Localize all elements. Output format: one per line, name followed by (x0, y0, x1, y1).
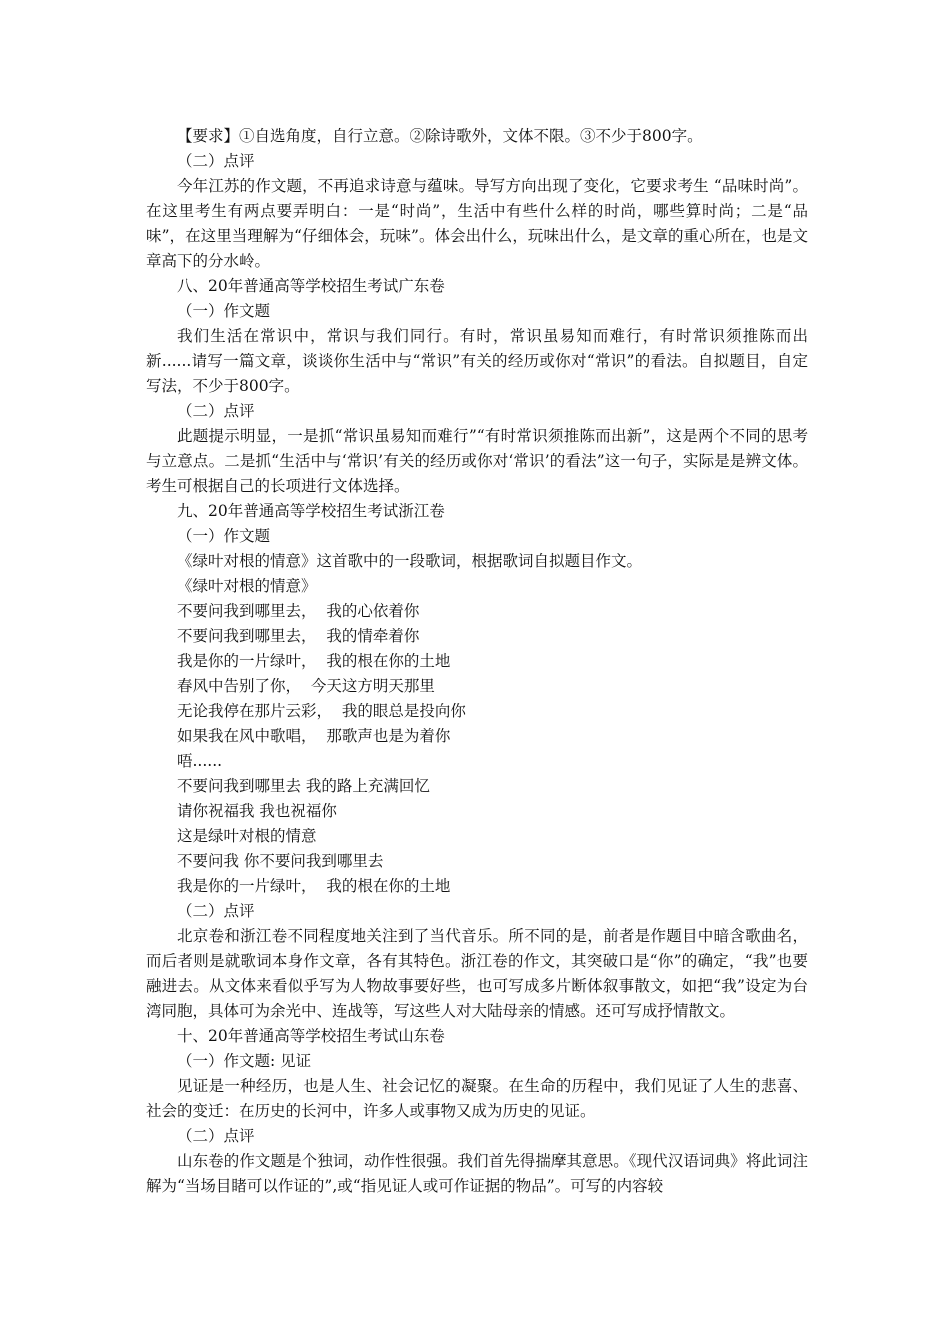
lyric-line: 不要问我到哪里去， 我的心依着你 (177, 602, 420, 620)
lyric-line: 我是你的一片绿叶， 我的根在你的土地 (177, 652, 451, 670)
lyric-intro: 《绿叶对根的情意》这首歌中的一段歌词，根据歌词自拟题目作文。 (177, 552, 643, 570)
lyric-line: 春风中告别了你， 今天这方明天那里 (177, 677, 435, 695)
subheading-comment: （二）点评 (177, 152, 255, 170)
section-heading: 九、20年普通高等学校招生考试浙江卷 (177, 502, 445, 520)
lyric-line: 我是你的一片绿叶， 我的根在你的土地 (177, 877, 451, 895)
lyric-line: 不要问我 你不要问我到哪里去 (177, 852, 384, 870)
subheading-topic: （一）作文题 (177, 527, 271, 545)
section-heading: 十、20年普通高等学校招生考试山东卷 (177, 1027, 445, 1045)
subheading-comment: （二）点评 (177, 902, 255, 920)
document-page (146, 124, 808, 1199)
subheading-comment: （二）点评 (177, 1127, 255, 1145)
paragraph: 北京卷和浙江卷不同程度地关注到了当代音乐。所不同的是，前者是作题目中暗含歌曲名，而后者则是就歌词本身作文章，各有其特色。浙江卷的作文，其突破口是“你”的确定，“我”也要融进去。从文体来看似乎写为人物故事要好些，也可写成多片断体叙事散文，如把“我”设定为台湾同胞，具体可为余光中、连战等，写这些人对大陆母亲的情感。还可写成抒情散文。 (146, 927, 808, 1020)
lyric-line: 请你祝福我 我也祝福你 (177, 802, 337, 820)
lyric-line: 不要问我到哪里去， 我的情牵着你 (177, 627, 420, 645)
requirement-line: 【要求】①自选角度，自行立意。②除诗歌外，文体不限。③不少于800字。 (177, 127, 703, 145)
lyric-line: 唔...... (177, 752, 223, 770)
subheading-comment: （二）点评 (177, 402, 255, 420)
paragraph: 此题提示明显，一是抓“常识虽易知而难行”“有时常识须推陈而出新”，这是两个不同的思考与立意点。二是抓“生活中与‘常识’有关的经历或你对‘常识’的看法”这一句子，实际是是辨文体。考生可根据自己的长项进行文体选择。 (146, 427, 808, 495)
lyric-title: 《绿叶对根的情意》 (177, 577, 317, 595)
lyric-line: 如果我在风中歌唱， 那歌声也是为着你 (177, 727, 451, 745)
lyric-line: 无论我停在那片云彩， 我的眼总是投向你 (177, 702, 466, 720)
lyric-line: 这是绿叶对根的情意 (177, 827, 317, 845)
paragraph: 今年江苏的作文题，不再追求诗意与蕴味。导写方向出现了变化，它要求考生 “品味时尚”。在这里考生有两点要弄明白：一是“时尚”，生活中有些什么样的时尚，哪些算时尚；二是“品味”，在这里当理解为“仔细体会，玩味”。体会出什么，玩味出什么，是文章的重心所在，也是文章高下的分水岭。 (146, 177, 808, 270)
paragraph: 山东卷的作文题是个独词，动作性很强。我们首先得揣摩其意思。《现代汉语词典》将此词注解为“当场目睹可以作证的”,或“指见证人或可作证据的物品”。可写的内容较 (146, 1152, 808, 1195)
paragraph: 见证是一种经历，也是人生、社会记忆的凝聚。在生命的历程中，我们见证了人生的悲喜、社会的变迁：在历史的长河中，许多人或事物又成为历史的见证。 (146, 1077, 808, 1120)
paragraph: 我们生活在常识中，常识与我们同行。有时，常识虽易知而难行，有时常识须推陈而出新......请写一篇文章，谈谈你生活中与“常识”有关的经历或你对“常识”的看法。自拟题目，自定写法，不少于800字。 (146, 327, 808, 395)
section-heading: 八、20年普通高等学校招生考试广东卷 (177, 277, 445, 295)
lyric-line: 不要问我到哪里去 我的路上充满回忆 (177, 777, 430, 795)
subheading-topic: （一）作文题 (177, 302, 271, 320)
subheading-topic: （一）作文题: 见证 (177, 1052, 312, 1070)
